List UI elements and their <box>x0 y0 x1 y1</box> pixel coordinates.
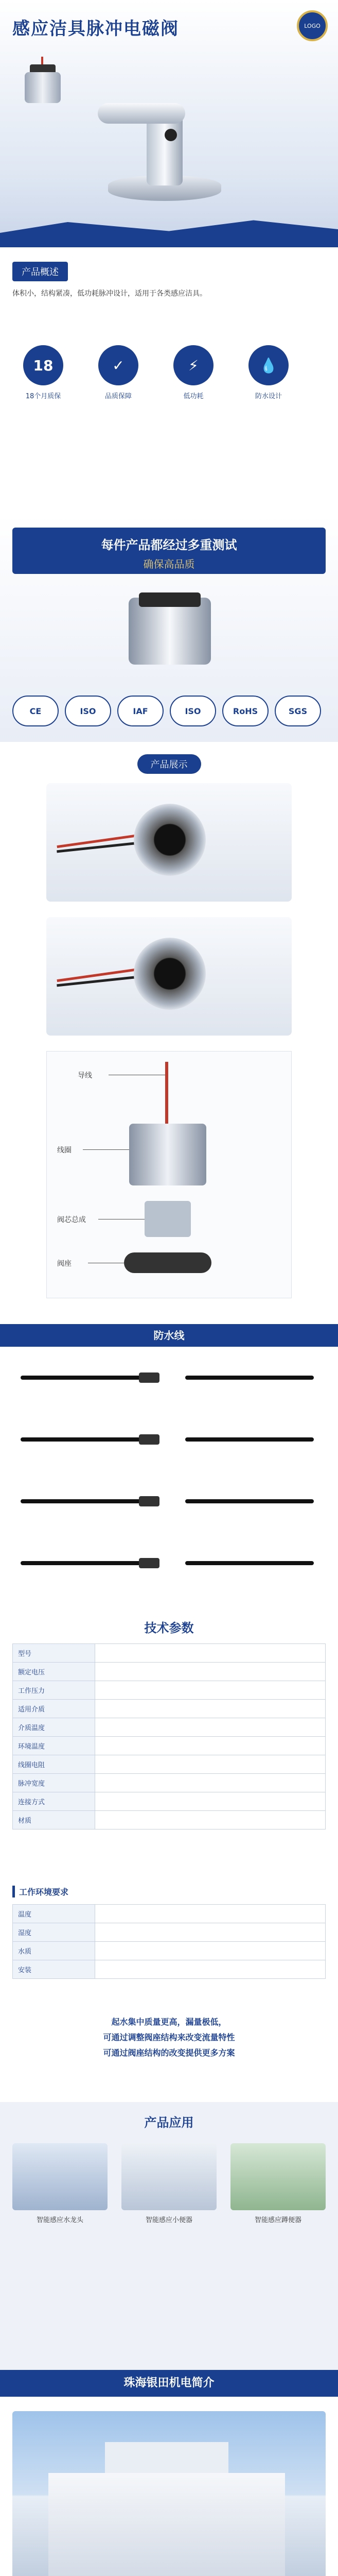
apps-title: 产品应用 <box>144 2115 194 2130</box>
table-row <box>13 1792 326 1811</box>
connector-image <box>139 1372 159 1383</box>
env-key: 水质 <box>13 1942 95 1960</box>
cable-image <box>185 1561 314 1565</box>
page-title: 感应洁具脉冲电磁阀 <box>12 19 179 39</box>
table-row <box>13 1663 326 1681</box>
valve-product-image <box>14 57 71 113</box>
spec-key: 材质 <box>13 1811 95 1829</box>
badge-warranty <box>12 345 74 400</box>
spec-key: 工作压力 <box>13 1681 95 1700</box>
spec-value <box>95 1774 326 1792</box>
table-row <box>13 1644 326 1663</box>
app-caption: 智能感应水龙头 <box>36 2216 83 2224</box>
hero-section <box>0 0 338 247</box>
table-row <box>13 1737 326 1755</box>
bolt-icon: ⚡ <box>173 345 214 385</box>
company-building-photo <box>12 2411 326 2576</box>
cable-image <box>185 1376 314 1380</box>
app-card <box>121 2143 217 2224</box>
company-title: 珠海银田机电简介 <box>0 2370 338 2397</box>
spec-key: 型号 <box>13 1644 95 1663</box>
badge-label: 18个月质保 <box>25 393 61 400</box>
app-card <box>12 2143 108 2224</box>
label-core-assembly: 阀芯总成 <box>57 1216 86 1224</box>
claim-line-1: 起水集中质量更高，漏量极低， <box>111 2017 227 2027</box>
spec-key: 适用介质 <box>13 1700 95 1718</box>
connector-image <box>139 1496 159 1506</box>
connector-image <box>139 1434 159 1445</box>
display-title: 产品展示 <box>137 754 201 774</box>
cert-sgs-logo: SGS <box>275 696 321 726</box>
overview-section <box>0 247 338 515</box>
specs-claims <box>12 2014 326 2061</box>
specs-section <box>0 1607 338 2102</box>
badge-quality <box>87 345 149 400</box>
product-photo-side <box>46 917 292 1036</box>
feature-badges <box>12 345 299 400</box>
table-row <box>13 1755 326 1774</box>
sensor-faucet-image <box>67 77 252 232</box>
spec-value <box>95 1700 326 1718</box>
quality-line-1: 每件产品都经过多重测试 <box>101 538 237 552</box>
claim-line-2: 可通过调整阀座结构来改变流量特性 <box>103 2032 235 2042</box>
logo-text: LOGO <box>304 22 321 29</box>
environment-table <box>12 1904 326 1979</box>
cable-image <box>185 1437 314 1442</box>
badge-label: 低功耗 <box>183 393 204 400</box>
quality-line-2: 确保高品质 <box>143 558 195 570</box>
product-display-section <box>0 742 338 1319</box>
claim-line-3: 可通过阀座结构的改变提供更多方案 <box>103 2048 235 2058</box>
env-value <box>95 1905 326 1923</box>
cable-image <box>21 1561 144 1565</box>
spec-value <box>95 1737 326 1755</box>
cert-ce-logo: CE <box>12 696 59 726</box>
applications-section <box>0 2102 338 2370</box>
check-icon: ✓ <box>98 345 138 385</box>
overview-title: 产品概述 <box>12 262 68 281</box>
app-photo <box>12 2143 108 2210</box>
cable-image <box>21 1376 144 1380</box>
badge-label: 品质保障 <box>104 393 132 400</box>
spec-value <box>95 1792 326 1811</box>
cable-image <box>21 1437 144 1442</box>
spec-key: 线圈电阻 <box>13 1755 95 1774</box>
overview-description: 体积小，结构紧凑，低功耗脉冲设计，适用于各类感应洁具。 <box>12 290 207 298</box>
specs-table <box>12 1643 326 1829</box>
table-row <box>13 1718 326 1737</box>
env-key: 湿度 <box>13 1923 95 1942</box>
table-row <box>13 1960 326 1979</box>
spec-key: 额定电压 <box>13 1663 95 1681</box>
label-wire: 导线 <box>78 1072 92 1080</box>
app-photo <box>230 2143 326 2210</box>
label-seat: 阀座 <box>57 1260 72 1268</box>
quality-banner <box>12 528 326 574</box>
cert-iso-logo: ISO <box>65 696 111 726</box>
table-row <box>13 1681 326 1700</box>
app-caption: 智能感应小便器 <box>145 2216 192 2224</box>
quality-section <box>0 515 338 742</box>
env-key: 温度 <box>13 1905 95 1923</box>
spec-value <box>95 1718 326 1737</box>
cable-image <box>21 1499 144 1503</box>
waterproof-title: 防水线 <box>0 1324 338 1347</box>
company-logo <box>297 10 328 41</box>
table-row <box>13 1942 326 1960</box>
spec-value <box>95 1681 326 1700</box>
spec-value <box>95 1811 326 1829</box>
app-card <box>230 2143 326 2224</box>
label-coil: 线圈 <box>57 1146 72 1155</box>
badge-power <box>163 345 224 400</box>
company-section <box>0 2370 338 2576</box>
app-caption: 智能感应蹲便器 <box>254 2216 301 2224</box>
water-drop-icon: 💧 <box>248 345 289 385</box>
spec-key: 介质温度 <box>13 1718 95 1737</box>
cert-rohs-logo: RoHS <box>222 696 269 726</box>
spec-value <box>95 1644 326 1663</box>
cert-iso2-logo: ISO <box>170 696 216 726</box>
valve-closeup-image <box>98 592 242 680</box>
warranty-icon: 18 <box>23 345 63 385</box>
spec-key: 脉冲宽度 <box>13 1774 95 1792</box>
spec-value <box>95 1755 326 1774</box>
exploded-diagram <box>46 1051 292 1298</box>
spec-key: 连接方式 <box>13 1792 95 1811</box>
connector-image <box>139 1558 159 1568</box>
table-row <box>13 1811 326 1829</box>
app-photo <box>121 2143 217 2210</box>
badge-waterproof <box>238 345 299 400</box>
env-value <box>95 1942 326 1960</box>
spec-key: 环境温度 <box>13 1737 95 1755</box>
badge-label: 防水设计 <box>255 393 282 400</box>
product-photo-front <box>46 783 292 902</box>
cable-image <box>185 1499 314 1503</box>
env-key: 安装 <box>13 1960 95 1979</box>
table-row <box>13 1905 326 1923</box>
table-row <box>13 1923 326 1942</box>
specs-title: 技术参数 <box>144 1621 194 1635</box>
certification-logos <box>12 696 321 726</box>
env-value <box>95 1960 326 1979</box>
waterproof-cable-section <box>0 1319 338 1607</box>
environment-title: 工作环境要求 <box>12 1886 68 1897</box>
table-row <box>13 1700 326 1718</box>
spec-value <box>95 1663 326 1681</box>
table-row <box>13 1774 326 1792</box>
env-value <box>95 1923 326 1942</box>
cert-iaf-logo: IAF <box>117 696 164 726</box>
